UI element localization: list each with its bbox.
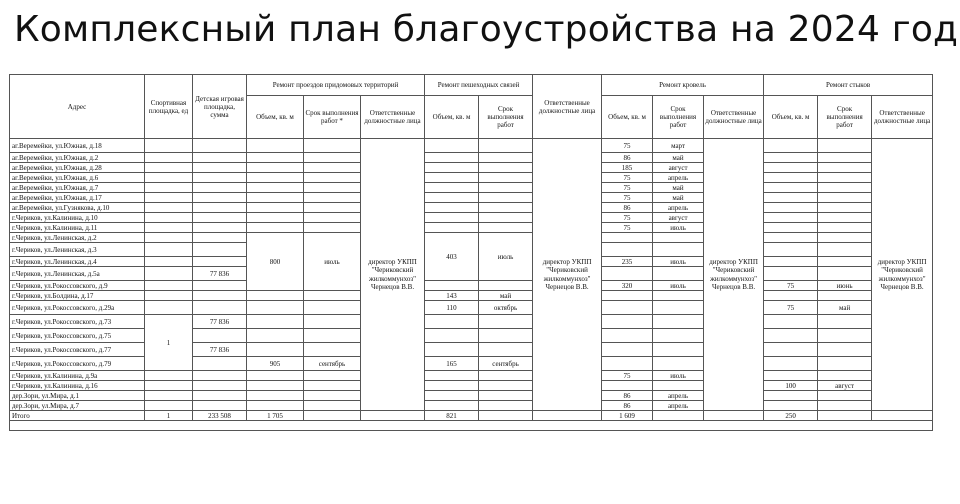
cell-joint-term: май xyxy=(818,301,872,315)
cell-address: г.Чериков, ул.Рокоссовского, д.79 xyxy=(10,357,145,371)
cell-kids: 77 836 xyxy=(193,315,247,329)
header-walk-term: Срок выполнения работ xyxy=(479,96,533,139)
cell-address: аг.Веремейки, ул.Южная, д.28 xyxy=(10,163,145,173)
cell-roof-term: июль xyxy=(653,281,704,291)
header-group-drive: Ремонт проездов придомовых территорий xyxy=(247,75,425,96)
cell-joint-term: июнь xyxy=(818,281,872,291)
table-row xyxy=(10,371,933,381)
table-row xyxy=(10,301,933,315)
totals-kids: 233 508 xyxy=(193,411,247,421)
cell-roof-volume: 86 xyxy=(602,401,653,411)
table-row xyxy=(10,291,933,301)
drive-resp-cell: директор УКПП "Чериковский жилкоммунхоз" Чернецов В.В. xyxy=(361,139,425,411)
cell-address: г.Чериков, ул.Калинина, д.16 xyxy=(10,381,145,391)
table-row xyxy=(10,315,933,329)
cell-roof-term: май xyxy=(653,183,704,193)
cell-roof-term: апрель xyxy=(653,401,704,411)
cell-address: аг.Веремейки, ул.Южная, д.17 xyxy=(10,193,145,203)
walk-resp-cell: директор УКПП "Чериковский жилкоммунхоз" Чернецов В.В. xyxy=(533,139,602,411)
cell-walk-term: октябрь xyxy=(479,301,533,315)
header-joint-volume: Объем, кв. м xyxy=(764,96,818,139)
cell-walk-term: май xyxy=(479,291,533,301)
cell-roof-term: август xyxy=(653,163,704,173)
header-kids: Детская игровая площадка, сумма xyxy=(193,75,247,139)
walk-term-merged-a: июль xyxy=(479,233,533,281)
cell-roof-term: март xyxy=(653,139,704,153)
totals-sport: 1 xyxy=(145,411,193,421)
cell-roof-volume: 75 xyxy=(602,139,653,153)
cell-roof-term: июль xyxy=(653,257,704,267)
table-row xyxy=(10,233,933,243)
cell-roof-volume: 185 xyxy=(602,163,653,173)
cell-kids: 77 836 xyxy=(193,267,247,281)
walk-volume-merged-b: 165 xyxy=(425,357,479,371)
cell-kids: 77 836 xyxy=(193,343,247,357)
header-walk-resp: Ответственные должностные лица xyxy=(533,75,602,139)
sport-merged: 1 xyxy=(145,315,193,371)
cell-roof-volume: 75 xyxy=(602,173,653,183)
cell-walk-volume: 110 xyxy=(425,301,479,315)
cell-roof-volume: 75 xyxy=(602,371,653,381)
page-title: Комплексный план благоустройства на 2024 год xyxy=(14,9,959,50)
header-roof-resp: Ответственные должностные лица xyxy=(704,96,764,139)
header-roof-volume: Объем, кв. м xyxy=(602,96,653,139)
cell-address: дер.Зори, ул.Мира, д.1 xyxy=(10,391,145,401)
totals-walk-volume: 821 xyxy=(425,411,479,421)
cell-roof-volume: 75 xyxy=(602,223,653,233)
cell-roof-term: июль xyxy=(653,223,704,233)
cell-roof-volume: 75 xyxy=(602,193,653,203)
header-drive-term: Срок выполнения работ * xyxy=(304,96,361,139)
header-joint-resp: Ответственные должностные лица xyxy=(872,96,933,139)
table-row xyxy=(10,401,933,411)
walk-volume-merged-a: 403 xyxy=(425,233,479,281)
header-joint-term: Срок выполнения работ xyxy=(818,96,872,139)
table-row xyxy=(10,173,933,183)
totals-roof-volume: 1 609 xyxy=(602,411,653,421)
cell-address: г.Чериков, ул.Рокоссовского, д.9 xyxy=(10,281,145,291)
cell-address: аг.Веремейки, ул.Южная, д.7 xyxy=(10,183,145,193)
cell-address: г.Чериков, ул.Калинина, д.11 xyxy=(10,223,145,233)
table-row xyxy=(10,193,933,203)
header-group-roof: Ремонт кровель xyxy=(602,75,764,96)
cell-roof-volume: 75 xyxy=(602,183,653,193)
improvement-plan-table xyxy=(9,74,932,431)
table-row xyxy=(10,203,933,213)
cell-roof-volume: 75 xyxy=(602,213,653,223)
header-address: Адрес xyxy=(10,75,145,139)
table-row xyxy=(10,213,933,223)
blank-row xyxy=(10,421,933,431)
cell-address: г.Чериков, ул.Калинина, д.9а xyxy=(10,371,145,381)
cell-roof-term: май xyxy=(653,193,704,203)
table-row xyxy=(10,183,933,193)
cell-address: г.Чериков, ул.Ленинская, д.2 xyxy=(10,233,145,243)
joint-resp-cell: директор УКПП "Чериковский жилкоммунхоз" Чернецов В.В. xyxy=(872,139,933,411)
table-row xyxy=(10,163,933,173)
walk-term-merged-b: сентябрь xyxy=(479,357,533,371)
roof-resp-cell: директор УКПП "Чериковский жилкоммунхоз" Чернецов В.В. xyxy=(704,139,764,411)
cell-address: дер.Зори, ул.Мира, д.7 xyxy=(10,401,145,411)
totals-drive-volume: 1 705 xyxy=(247,411,304,421)
cell-address: г.Чериков, ул.Калинина, д.10 xyxy=(10,213,145,223)
drive-term-merged-b: сентябрь xyxy=(304,357,361,371)
table-row xyxy=(10,391,933,401)
cell-walk-volume: 143 xyxy=(425,291,479,301)
cell-joint-term: август xyxy=(818,381,872,391)
drive-term-merged-a: июль xyxy=(304,233,361,291)
table-row xyxy=(10,223,933,233)
cell-address: г.Чериков, ул.Ленинская, д.5а xyxy=(10,267,145,281)
header-drive-resp: Ответственные должностные лица xyxy=(361,96,425,139)
cell-roof-term: апрель xyxy=(653,203,704,213)
cell-roof-volume: 86 xyxy=(602,153,653,163)
cell-address: г.Чериков, ул.Рокоссовского, д.29а xyxy=(10,301,145,315)
drive-volume-merged-a: 800 xyxy=(247,233,304,291)
cell-roof-term: май xyxy=(653,153,704,163)
cell-roof-term: июль xyxy=(653,371,704,381)
cell-address: аг.Веремейки, ул.Южная, д.2 xyxy=(10,153,145,163)
cell-roof-term: апрель xyxy=(653,391,704,401)
table-row xyxy=(10,139,933,153)
cell-roof-term: апрель xyxy=(653,173,704,183)
table-row xyxy=(10,381,933,391)
cell-address: г.Чериков, ул.Рокоссовского, д.77 xyxy=(10,343,145,357)
header-walk-volume: Объем, кв. м xyxy=(425,96,479,139)
header-drive-volume: Объем, кв. м xyxy=(247,96,304,139)
header-roof-term: Срок выполнения работ xyxy=(653,96,704,139)
cell-address: аг.Веремейки, ул.Южная, д.18 xyxy=(10,139,145,153)
table-row xyxy=(10,153,933,163)
cell-roof-volume: 86 xyxy=(602,203,653,213)
totals-joint-volume: 250 xyxy=(764,411,818,421)
totals-row xyxy=(10,411,933,421)
header-sport: Спортивная площадка, ед xyxy=(145,75,193,139)
cell-joint-volume: 75 xyxy=(764,281,818,291)
cell-address: аг.Веремейки, ул.Южная, д.6 xyxy=(10,173,145,183)
cell-address: г.Чериков, ул.Рокоссовского, д.73 xyxy=(10,315,145,329)
drive-volume-merged-b: 905 xyxy=(247,357,304,371)
cell-joint-volume: 100 xyxy=(764,381,818,391)
table-row xyxy=(10,281,933,291)
cell-roof-volume: 235 xyxy=(602,257,653,267)
cell-address: аг.Веремейки, ул.Гузнякова, д.10 xyxy=(10,203,145,213)
cell-roof-volume: 86 xyxy=(602,391,653,401)
cell-address: г.Чериков, ул.Ленинская, д.3 xyxy=(10,243,145,257)
header-group-joint: Ремонт стыков xyxy=(764,75,933,96)
cell-address: г.Чериков, ул.Рокоссовского, д.75 xyxy=(10,329,145,343)
totals-label: Итого xyxy=(10,411,145,421)
cell-address: г.Чериков, ул.Болдина, д.17 xyxy=(10,291,145,301)
header-group-walk: Ремонт пешеходных связей xyxy=(425,75,533,96)
cell-roof-volume: 320 xyxy=(602,281,653,291)
cell-address: г.Чериков, ул.Ленинская, д.4 xyxy=(10,257,145,267)
cell-roof-term: август xyxy=(653,213,704,223)
cell-joint-volume: 75 xyxy=(764,301,818,315)
